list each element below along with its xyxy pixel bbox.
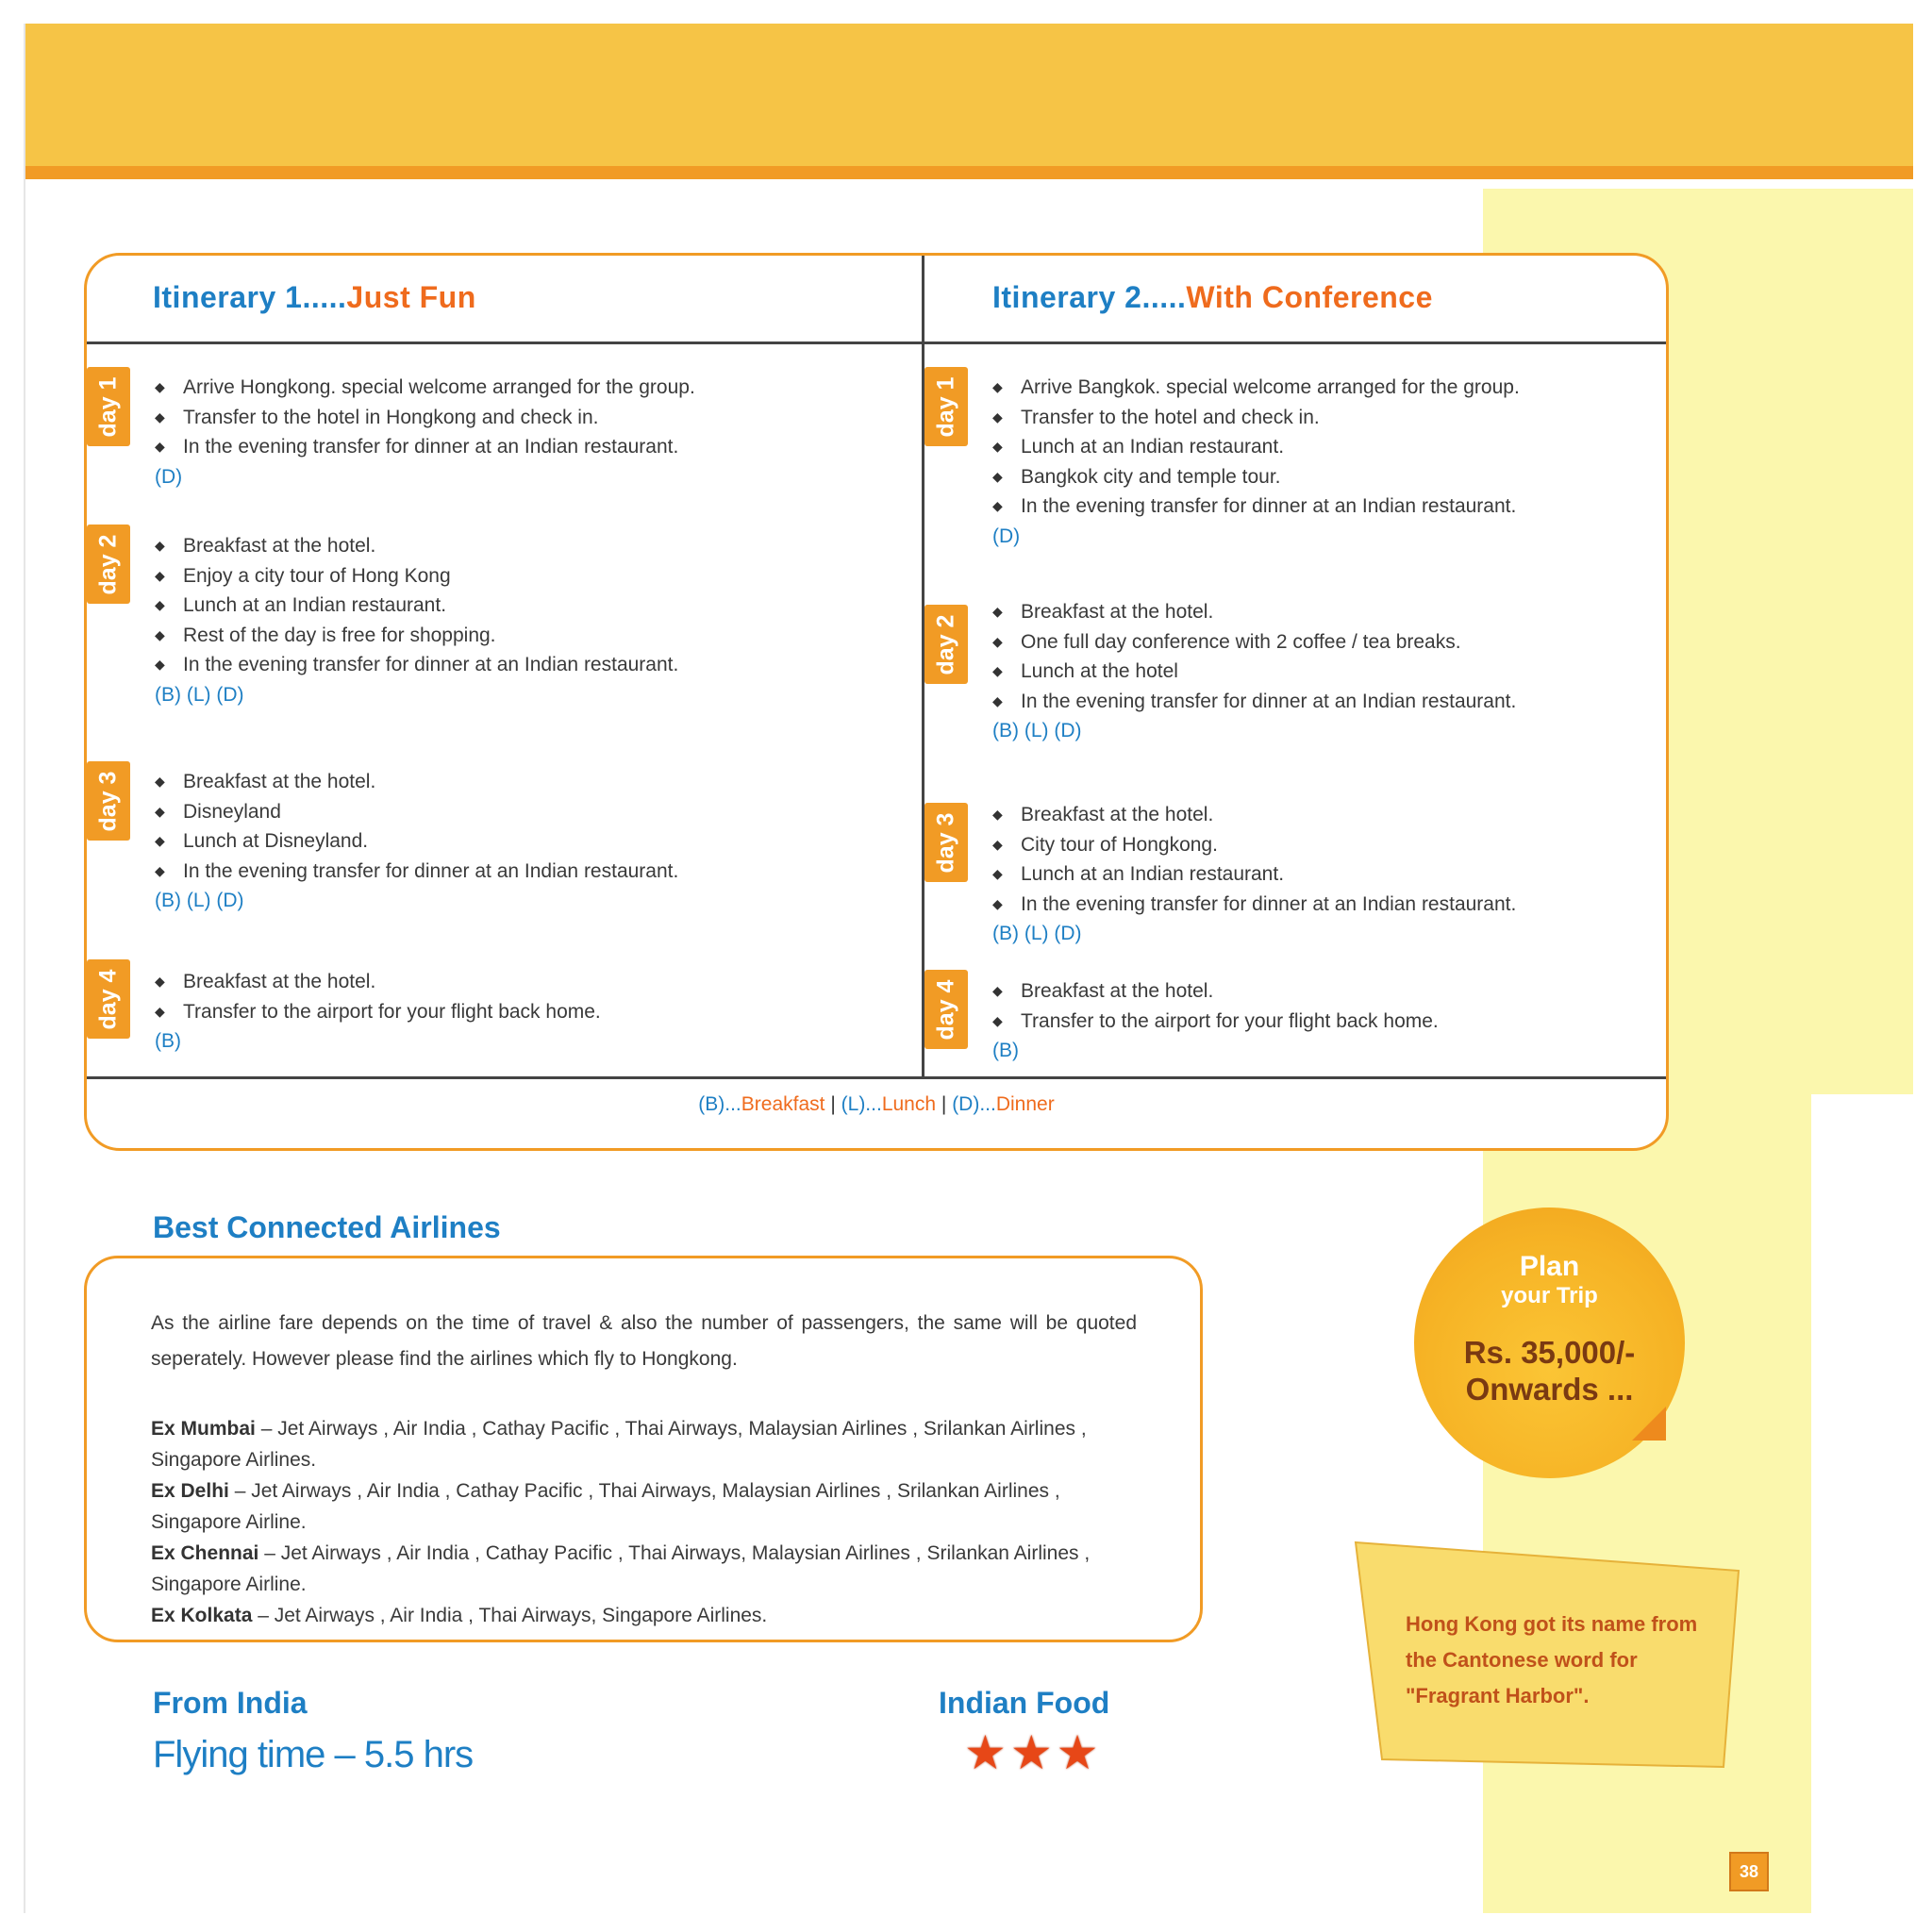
meal-codes: (B) (L) (D) [155,890,244,911]
itinerary-1-day-2-tab: day 2 [87,525,130,604]
itinerary-2-title-suffix: With Conference [1186,280,1433,314]
meal-codes: (B) [992,1040,1019,1061]
meal-legend [87,1093,1666,1116]
itinerary-1-day-3-tab: day 3 [87,761,130,841]
meal-codes: (D) [992,525,1021,547]
indian-food-title: Indian Food [939,1686,1110,1720]
itinerary-2-day-4-tab: day 4 [924,970,968,1049]
meal-codes: (B) (L) (D) [155,683,244,706]
star-icon: ★ [1009,1726,1053,1779]
plan-sublabel: your Trip [1501,1283,1598,1308]
list-item: ◆ Transfer to the airport for your flight back home. [155,997,909,1027]
itinerary-2-day-4 [992,976,1747,1065]
itinerary-2-title [992,280,1433,315]
itinerary-1-day-1 [155,373,909,491]
list-item: ◆ Arrive Hongkong. special welcome arranged for the group. [155,373,909,403]
list-item: ◆ Transfer to the hotel and check in. [992,403,1747,433]
itinerary-2-day-3 [992,800,1747,948]
list-item: Ex Delhi – Jet Airways , Air India , Cathay Pacific , Thai Airways, Malaysian Airlines , Srilankan Airlines , Singapore Airline. [151,1480,1060,1533]
price-line-2: Onwards ... [1465,1372,1634,1407]
meal-codes: (B) (L) (D) [992,720,1082,741]
itinerary-2-day-3-tab: day 3 [924,803,968,882]
list-item: ◆ In the evening transfer for dinner at an Indian restaurant. [992,890,1747,920]
airlines-title: Best Connected Airlines [153,1210,501,1244]
meal-codes: (D) [155,465,183,488]
itinerary-2-day-2 [992,597,1747,745]
itinerary-2-day-1-tab: day 1 [924,367,968,446]
list-item: ◆ In the evening transfer for dinner at an Indian restaurant. [155,857,909,887]
legend-separator: | [830,1093,836,1115]
plan-price [1414,1334,1685,1407]
itinerary-2-title-prefix: Itinerary 2..... [992,280,1187,314]
itinerary-box [84,253,1669,1151]
itinerary-1-day-4 [155,967,909,1056]
itinerary-1-title [153,280,476,315]
star-icon: ★ [964,1726,1007,1779]
list-item: ◆ Lunch at an Indian restaurant. [155,591,909,621]
flying-time: Flying time – 5.5 hrs [153,1734,474,1775]
list-item: ◆ One full day conference with 2 coffee / tea breaks. [992,627,1747,658]
food-rating-stars [964,1726,1099,1779]
list-item: ◆ Breakfast at the hotel. [155,531,909,561]
airlines-intro: As the airline fare depends on the time of travel & also the number of passengers, the same will be quoted seperately. However please find the airlines which fly to Hongkong. [151,1312,1137,1370]
airlines-box [84,1256,1203,1642]
airlines-list [151,1413,1136,1631]
from-india-title: From India [153,1686,308,1720]
header-band [25,24,1913,179]
itinerary-1-day-1-tab: day 1 [87,367,130,446]
list-item: ◆ In the evening transfer for dinner at an Indian restaurant. [992,491,1747,522]
legend-b-text: Breakfast [741,1093,825,1115]
list-item: ◆ Lunch at the hotel [992,657,1747,687]
list-item: Ex Mumbai – Jet Airways , Air India , Cathay Pacific , Thai Airways, Malaysian Airlines , Srilankan Airlines , Singapore Airlines. [151,1418,1087,1471]
list-item: Ex Kolkata – Jet Airways , Air India , Thai Airways, Singapore Airlines. [151,1605,768,1626]
page-curl-icon [1632,1407,1666,1441]
list-item: ◆ Breakfast at the hotel. [992,800,1747,830]
legend-l-text: Lunch [881,1093,937,1115]
list-item: ◆ Rest of the day is free for shopping. [155,621,909,651]
legend-l-code: (L)... [841,1093,882,1115]
legend-d-code: (D)... [952,1093,996,1115]
list-item: ◆ Breakfast at the hotel. [992,597,1747,627]
plan-trip-badge [1414,1208,1685,1478]
itinerary-1-day-4-tab: day 4 [87,959,130,1039]
star-icon: ★ [1056,1726,1099,1779]
list-item: Ex Chennai – Jet Airways , Air India , Cathay Pacific , Thai Airways, Malaysian Airlines , Srilankan Airlines , Singapore Airline. [151,1542,1091,1595]
list-item: ◆ Lunch at Disneyland. [155,826,909,857]
itinerary-1-day-3 [155,767,909,915]
list-item: ◆ In the evening transfer for dinner at an Indian restaurant. [155,432,909,462]
itinerary-2-day-1 [992,373,1747,551]
list-item: ◆ Bangkok city and temple tour. [992,462,1747,492]
itinerary-1-day-2 [155,531,909,709]
list-item: ◆ Disneyland [155,797,909,827]
list-item: ◆ Lunch at an Indian restaurant. [992,859,1747,890]
list-item: ◆ In the evening transfer for dinner at an Indian restaurant. [155,650,909,680]
meal-codes: (B) (L) (D) [992,923,1082,944]
list-item: ◆ In the evening transfer for dinner at an Indian restaurant. [992,687,1747,717]
list-item: ◆ City tour of Hongkong. [992,830,1747,860]
meal-codes: (B) [155,1030,181,1052]
price-line-1: Rs. 35,000/- [1463,1335,1636,1370]
list-item: ◆ Breakfast at the hotel. [155,967,909,997]
legend-d-text: Dinner [995,1093,1055,1115]
itinerary-1-title-suffix: Just Fun [346,280,476,314]
list-item: ◆ Lunch at an Indian restaurant. [992,432,1747,462]
legend-b-code: (B)... [698,1093,741,1115]
plan-label: Plan [1519,1251,1580,1282]
itinerary-1-title-prefix: Itinerary 1..... [153,280,347,314]
page-number: 38 [1729,1852,1769,1891]
fun-fact-text: Hong Kong got its name from the Cantonese word for "Fragrant Harbor". [1406,1612,1698,1707]
list-item: ◆ Transfer to the hotel in Hongkong and check in. [155,403,909,433]
itinerary-footer-divider [87,1076,1666,1079]
fun-fact-note [1354,1541,1740,1772]
list-item: ◆ Breakfast at the hotel. [992,976,1747,1007]
list-item: ◆ Arrive Bangkok. special welcome arranged for the group. [992,373,1747,403]
list-item: ◆ Breakfast at the hotel. [155,767,909,797]
itinerary-header-divider [87,341,1666,344]
list-item: ◆ Enjoy a city tour of Hong Kong [155,561,909,591]
itinerary-2-day-2-tab: day 2 [924,605,968,684]
legend-separator: | [941,1093,947,1115]
brochure-page [24,24,1913,1913]
list-item: ◆ Transfer to the airport for your flight back home. [992,1007,1747,1037]
